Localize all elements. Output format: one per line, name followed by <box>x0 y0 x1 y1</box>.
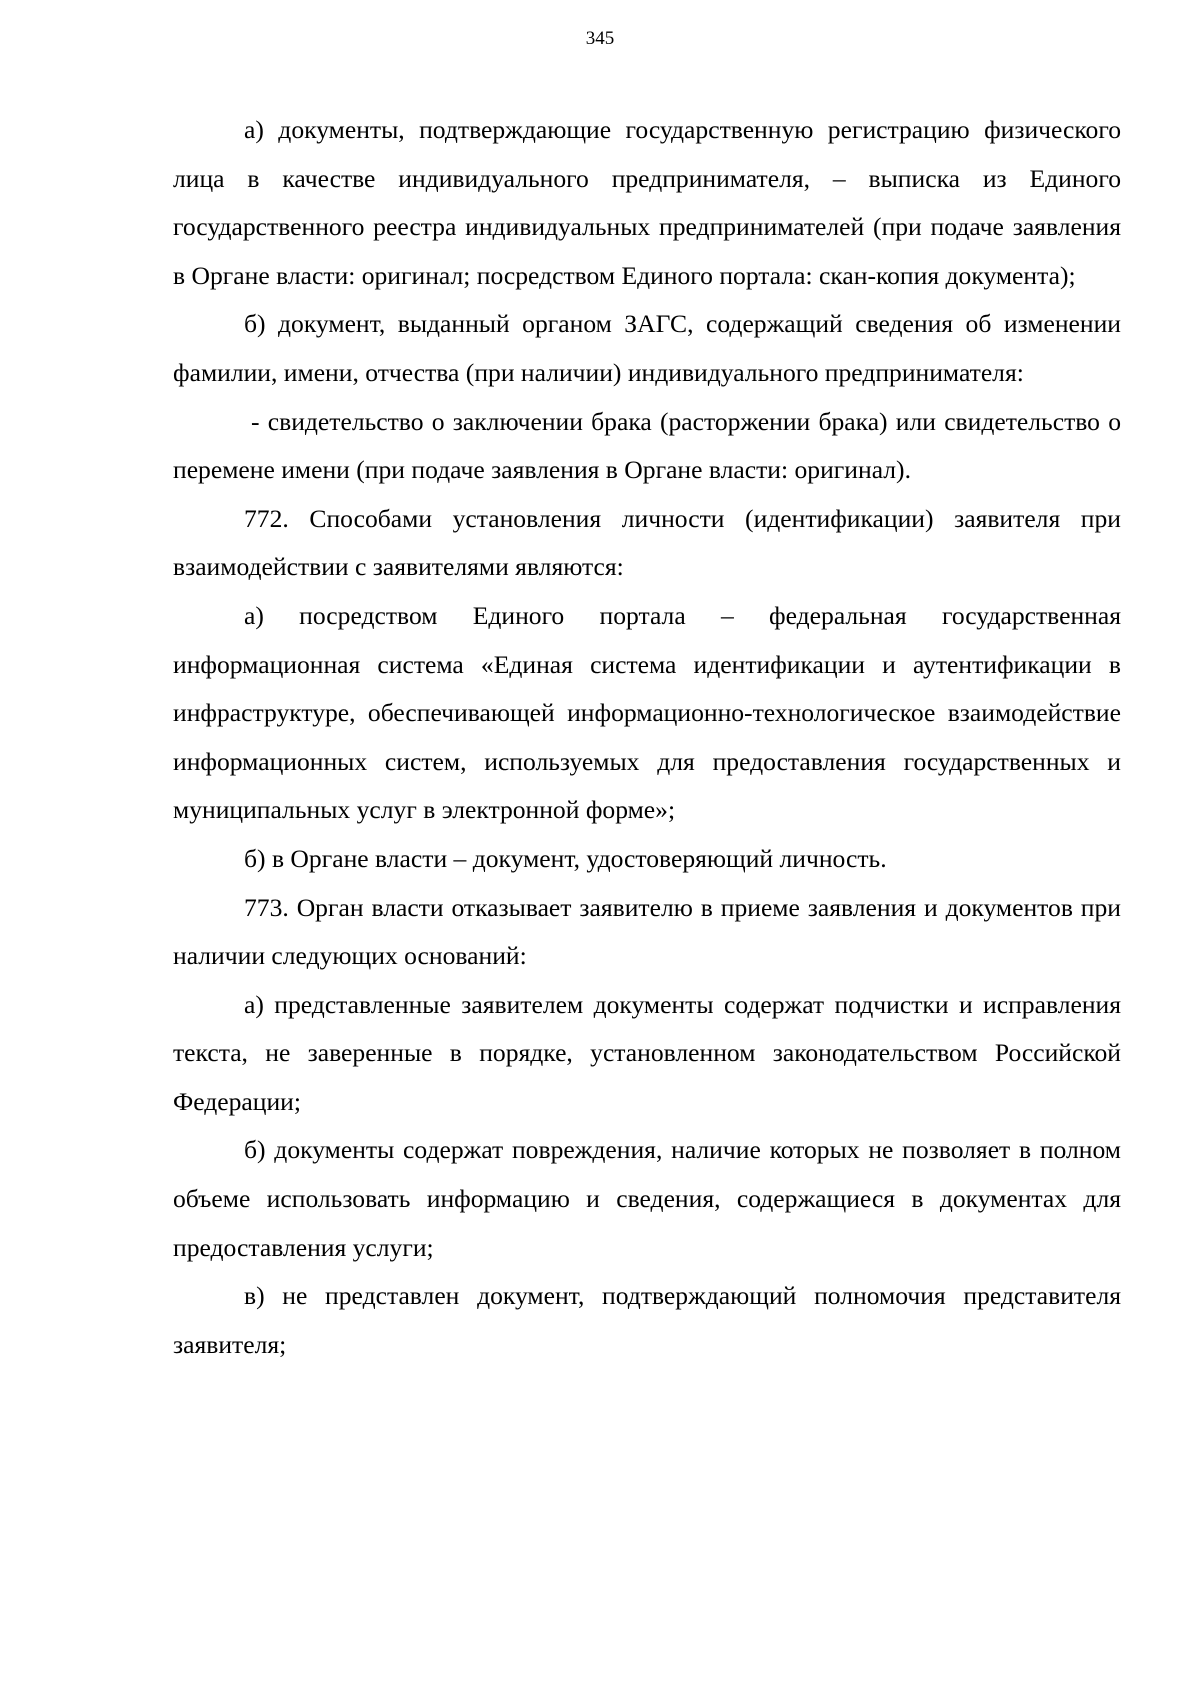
paragraph-773-v: в) не представлен документ, подтверждающий полномочия представителя заявителя; <box>173 1281 1121 1359</box>
document-body <box>173 106 1121 1369</box>
paragraph-b-zags-document: б) документ, выданный органом ЗАГС, содержащий сведения об изменении фамилии, имени, отчества (при наличии) индивидуального предпринимателя: <box>173 309 1121 387</box>
paragraph-772-b: б) в Органе власти – документ, удостоверяющий личность. <box>244 843 887 873</box>
page-number: 345 <box>585 28 615 49</box>
paragraph-a-ip-registration: а) документы, подтверждающие государственную регистрацию физического лица в качестве индивидуального предпринимателя, – выписка из Единого государственного реестра индивидуальных предпринимателей (при подаче заявления в Органе власти: оригинал; посредством Единого портала: скан-копия документа); <box>173 115 1121 290</box>
paragraph-773: 773. Орган власти отказывает заявителю в приеме заявления и документов при наличии следующих оснований: <box>173 892 1121 971</box>
paragraph-dash-certificates: - свидетельство о заключении брака (расторжении брака) или свидетельство о перемене имени (при подаче заявления в Органе власти: оригинал). <box>173 406 1121 485</box>
paragraph-772: 772. Способами установления личности (идентификации) заявителя при взаимодействии с заявителями являются: <box>173 503 1121 582</box>
paragraph-772-a: а) посредством Единого портала – федеральная государственная информационная система «Единая система идентификации и аутентификации в инфраструктуре, обеспечивающей информационно-технологическое взаимодействие информационных систем, используемых для предоставления государственных и муниципальных услуг в электронной форме»; <box>173 600 1121 825</box>
paragraph-773-a: а) представленные заявителем документы содержат подчистки и исправления текста, не заверенные в порядке, установленном законодательством Российской Федерации; <box>173 989 1121 1116</box>
paragraph-773-b: б) документы содержат повреждения, наличие которых не позволяет в полном объеме использовать информацию и сведения, содержащиеся в документах для предоставления услуги; <box>173 1135 1121 1262</box>
